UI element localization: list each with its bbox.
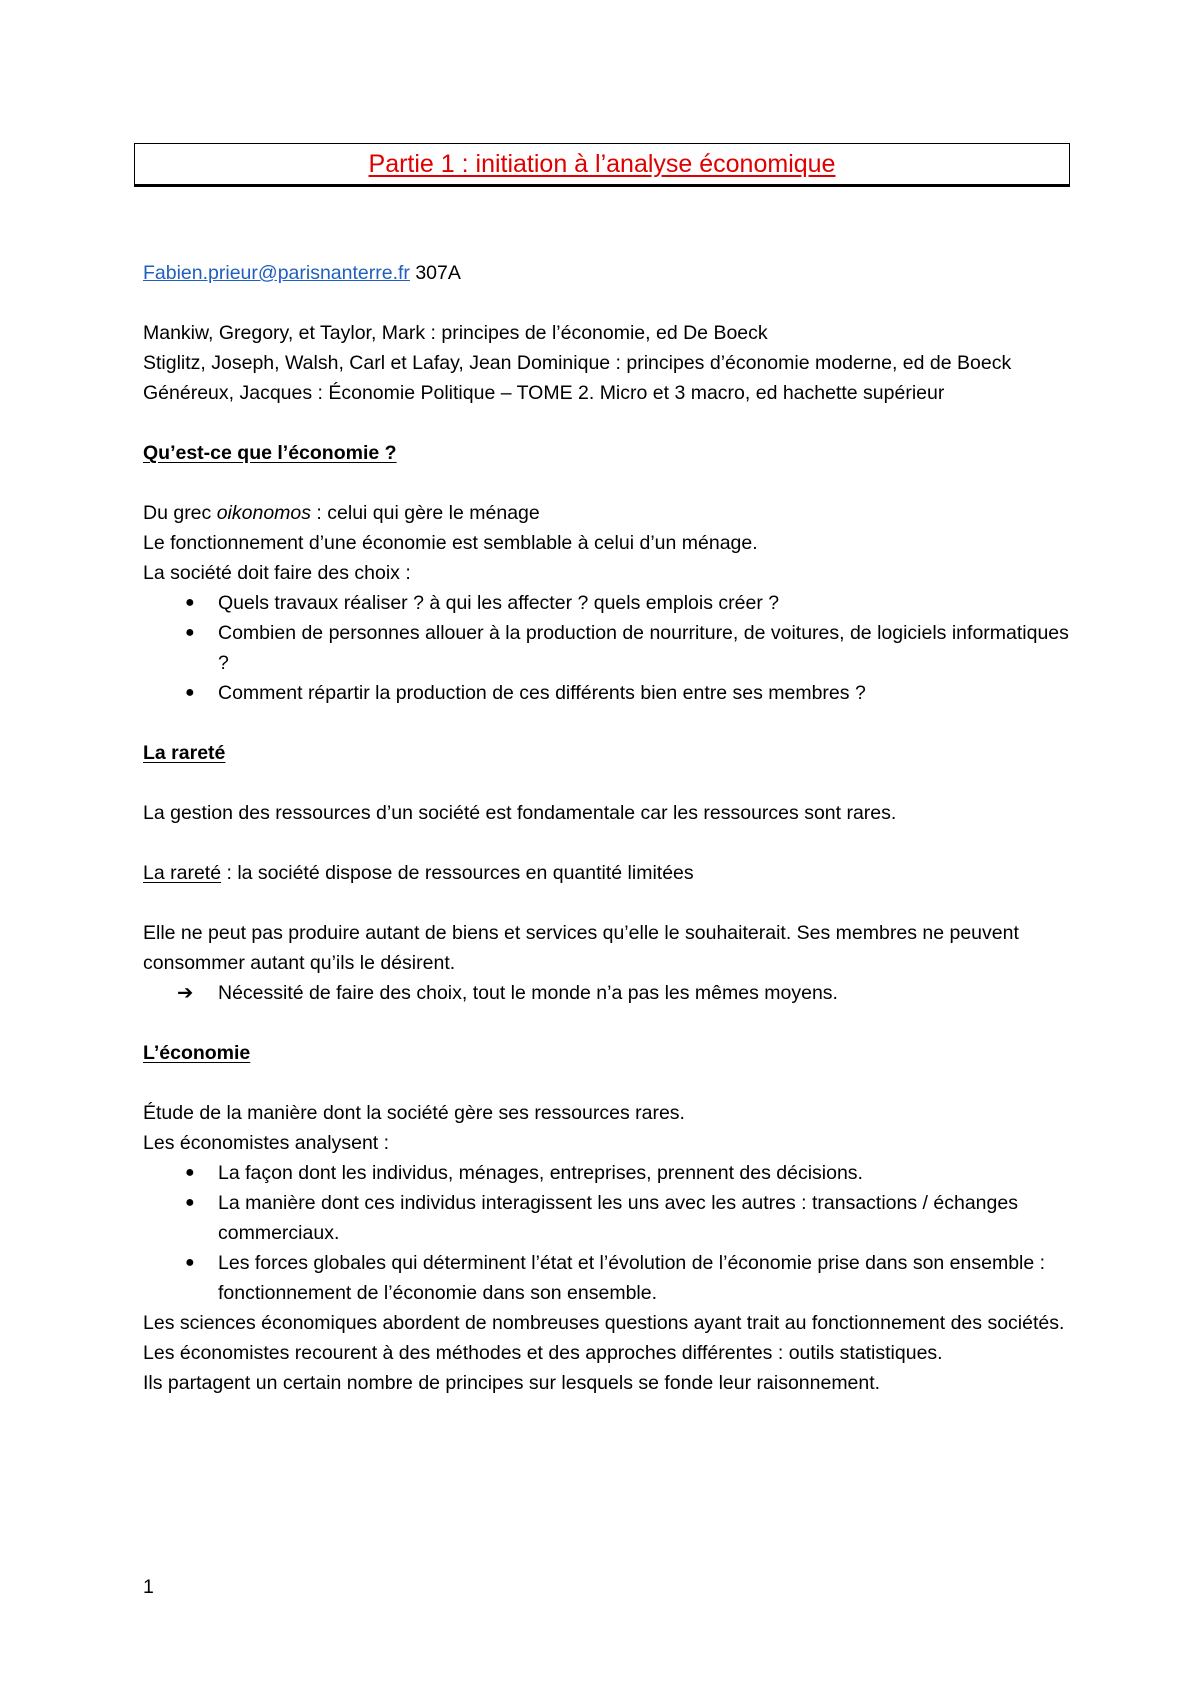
- economics-definition-line: Étude de la manière dont la société gère ses ressources rares.: [143, 1102, 685, 1124]
- choices-intro-line: La société doit faire des choix :: [143, 562, 411, 584]
- list-item: ● Combien de personnes allouer à la production de nourriture, de voitures, de logiciels informatiques ?: [143, 618, 1073, 678]
- arrow-right-icon: ➔: [177, 982, 194, 1004]
- bullet-icon: ●: [185, 1164, 195, 1181]
- section-heading-rarete: La rareté: [143, 742, 226, 764]
- reference-3: Généreux, Jacques : Économie Politique – TOME 2. Micro et 3 macro, ed hachette supérieur: [143, 382, 945, 404]
- bullet-icon: ●: [185, 1194, 195, 1211]
- greek-origin-line: Du grec oikonomos : celui qui gère le ménage: [143, 502, 540, 524]
- list-item: ● La manière dont ces individus interagissent les uns avec les autres : transactions / échanges commerciaux.: [143, 1188, 1073, 1248]
- page-title: Partie 1 : initiation à l’analyse économique: [368, 150, 836, 178]
- reference-2: Stiglitz, Joseph, Walsh, Carl et Lafay, Jean Dominique : principes d’économie moderne, ed de Boeck: [143, 352, 1012, 374]
- reference-1: Mankiw, Gregory, et Taylor, Mark : principes de l’économie, ed De Boeck: [143, 322, 768, 344]
- document-body: [143, 258, 1073, 1398]
- economists-analyze-line: Les économistes analysent :: [143, 1132, 390, 1154]
- sciences-paragraph: Les sciences économiques abordent de nombreuses questions ayant trait au fonctionnement des sociétés.: [143, 1312, 1065, 1334]
- arrow-item: ➔ Nécessité de faire des choix, tout le monde n’a pas les mêmes moyens.: [143, 978, 1073, 1008]
- section-heading-economie: L’économie: [143, 1042, 251, 1064]
- definition-term: La rareté: [143, 862, 222, 884]
- list-item: ● Les forces globales qui déterminent l’état et l’évolution de l’économie prise dans son ensemble : fonctionnement de l’économie dans son ensemble.: [143, 1248, 1073, 1308]
- section-heading-economie-question: Qu’est-ce que l’économie ?: [143, 442, 397, 464]
- list-item: ● Quels travaux réaliser ? à qui les affecter ? quels emplois créer ?: [143, 588, 1073, 618]
- choices-list: [143, 588, 1073, 708]
- page-number: 1: [143, 1576, 154, 1598]
- email-link[interactable]: Fabien.prieur@parisnanterre.fr: [143, 262, 410, 284]
- production-limit-paragraph: Elle ne peut pas produire autant de biens et services qu’elle le souhaiterait. Ses membres ne peuvent consommer autant qu’ils le désirent.: [143, 922, 1019, 974]
- resource-management-line: La gestion des ressources d’un société est fondamentale car les ressources sont rares.: [143, 802, 897, 824]
- bullet-icon: ●: [185, 594, 195, 611]
- analysis-list: [143, 1158, 1073, 1308]
- rarete-definition-line: La rareté : la société dispose de ressources en quantité limitées: [143, 862, 694, 884]
- list-item: ● La façon dont les individus, ménages, entreprises, prennent des décisions.: [143, 1158, 1073, 1188]
- bullet-icon: ●: [185, 1254, 195, 1271]
- greek-word: oikonomos: [216, 502, 312, 524]
- household-analogy-line: Le fonctionnement d’une économie est semblable à celui d’un ménage.: [143, 532, 758, 554]
- contact-line: [143, 258, 1073, 288]
- list-item: ● Comment répartir la production de ces différents bien entre ses membres ?: [143, 678, 1073, 708]
- bullet-icon: ●: [185, 624, 195, 641]
- methods-paragraph: Les économistes recourent à des méthodes et des approches différentes : outils statistiques.: [143, 1342, 943, 1364]
- principles-paragraph: Ils partagent un certain nombre de principes sur lesquels se fonde leur raisonnement.: [143, 1372, 881, 1394]
- title-box: [134, 143, 1070, 187]
- room-number: 307A: [409, 262, 461, 284]
- bullet-icon: ●: [185, 684, 195, 701]
